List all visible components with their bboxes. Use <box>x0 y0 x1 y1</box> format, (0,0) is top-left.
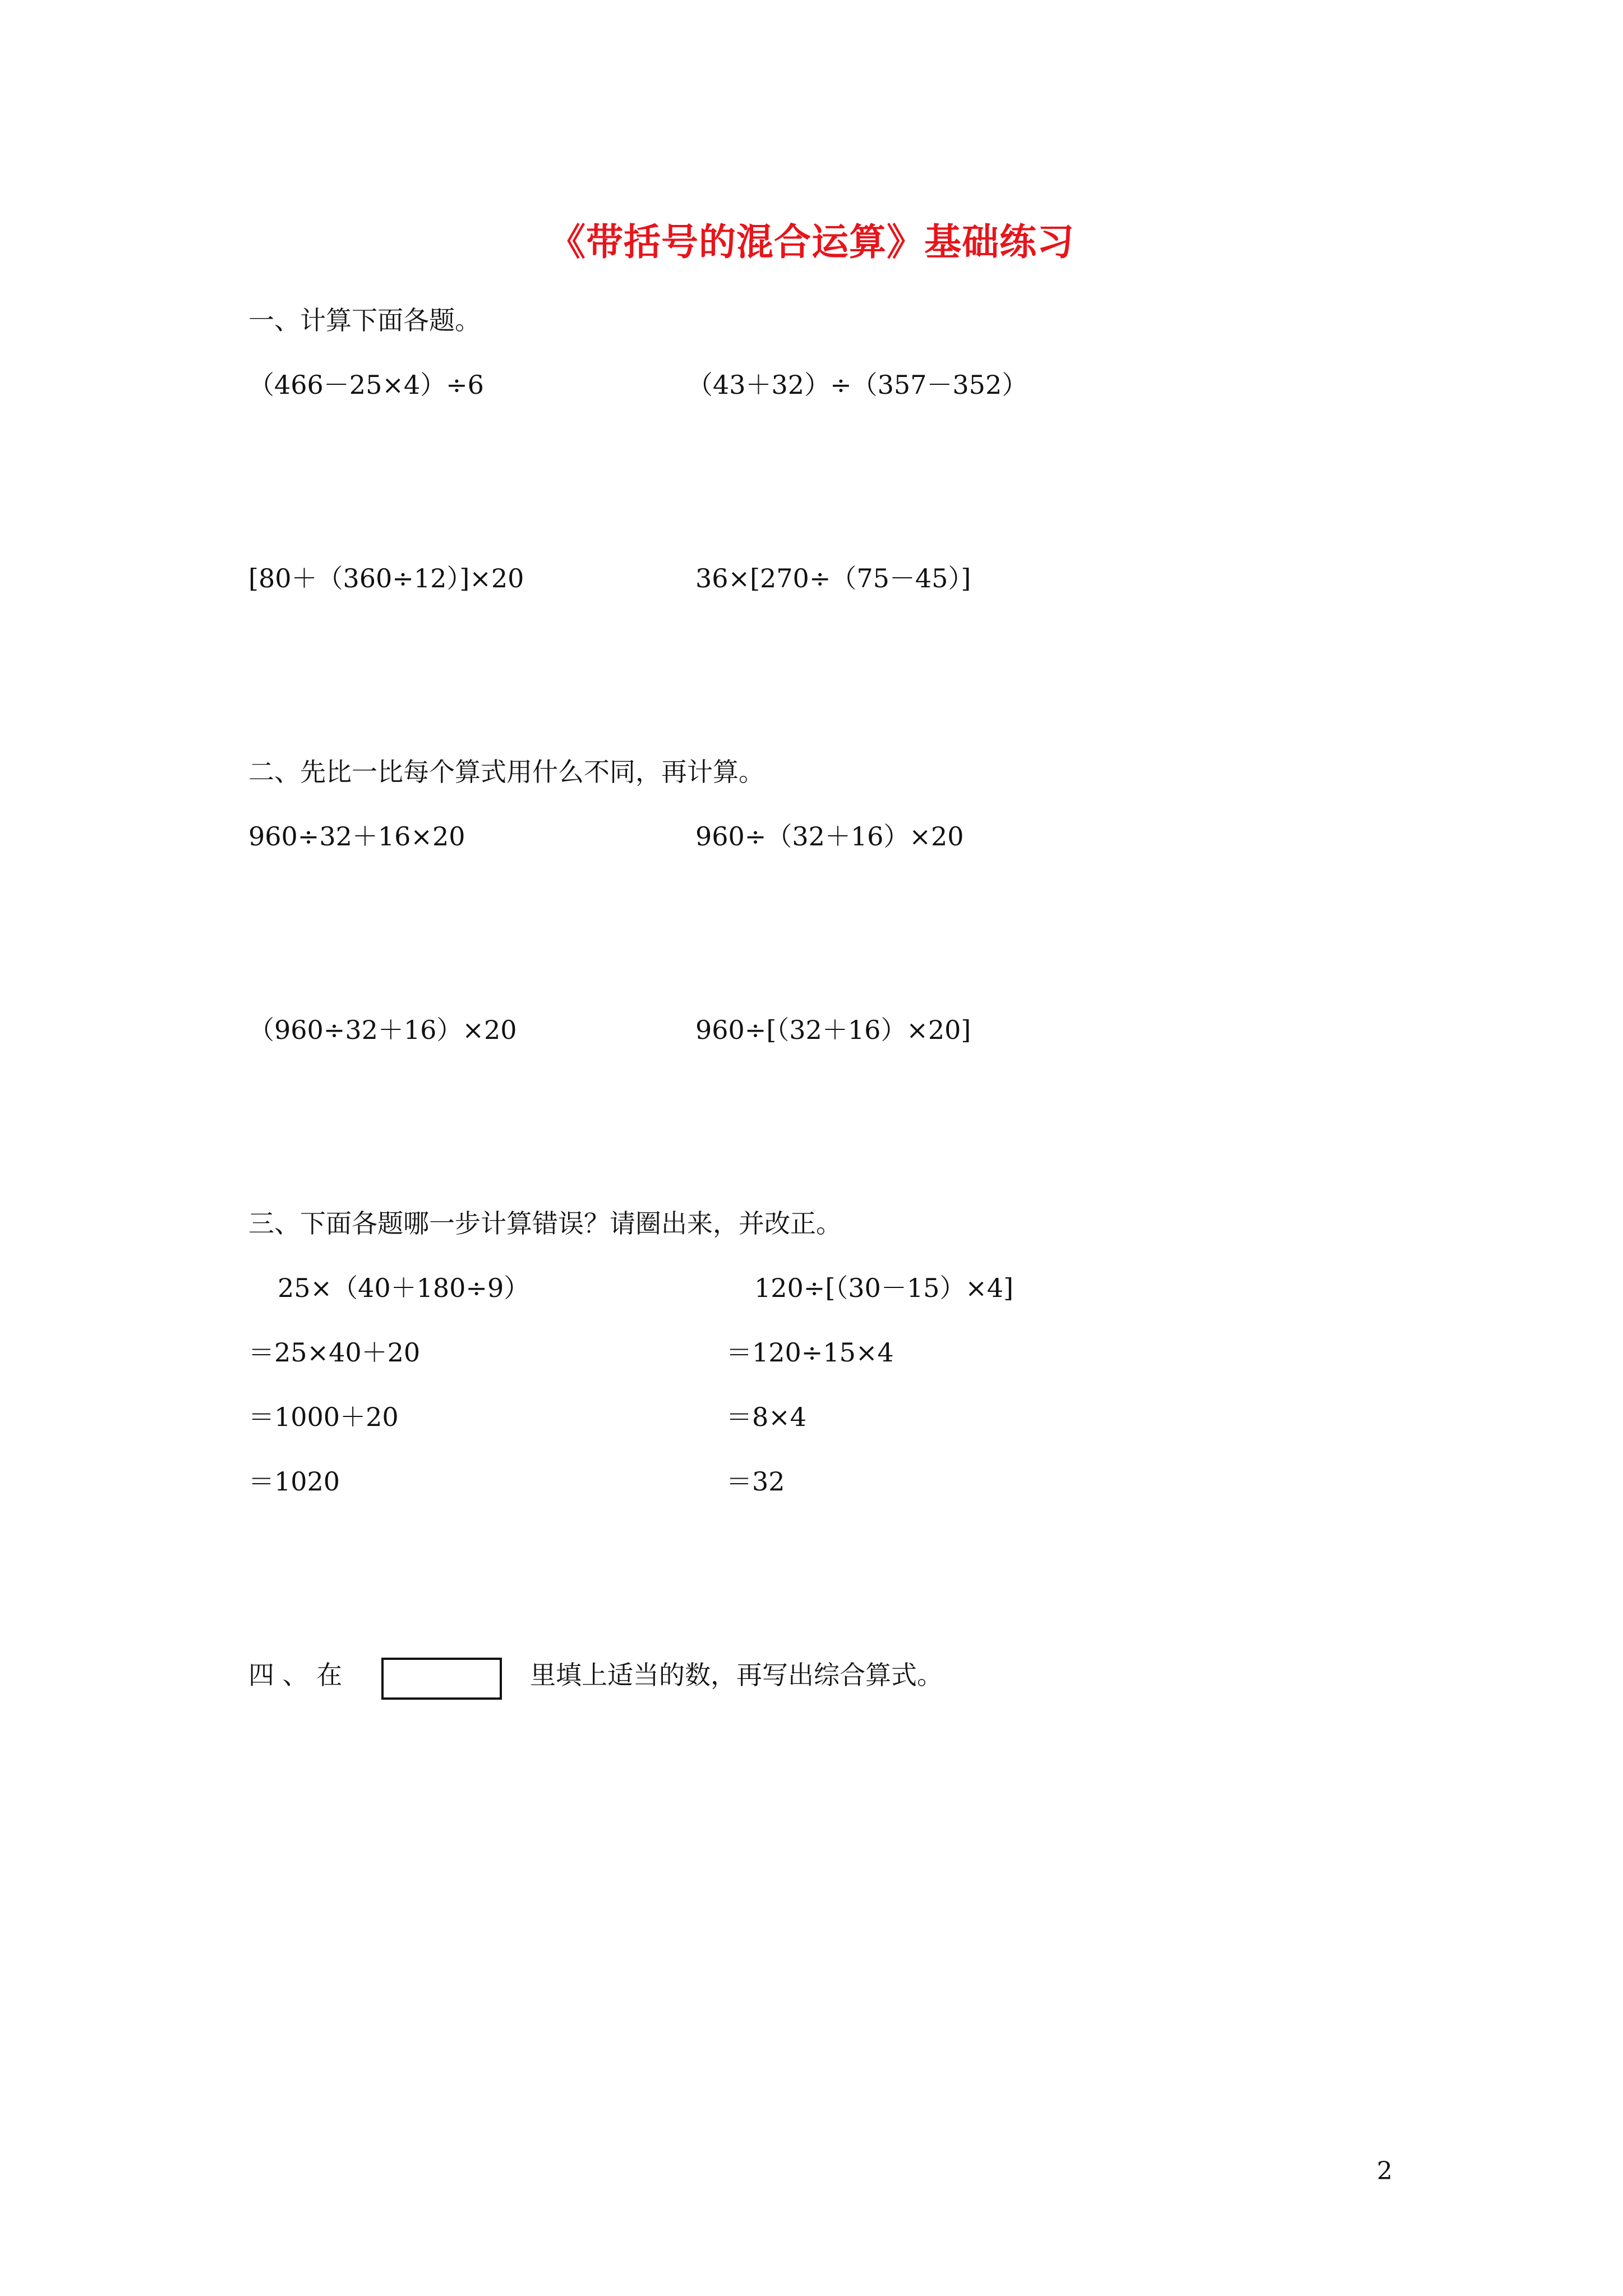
section-4-prefix: 四 、 在 <box>248 1660 343 1690</box>
section-2-problem: （960÷32＋16）×20 <box>248 1015 517 1045</box>
section-4-suffix: 里填上适当的数，再写出综合算式。 <box>530 1660 943 1690</box>
section-3-heading: 三、下面各题哪一步计算错误？请圈出来，并改正。 <box>248 1208 842 1239</box>
section-2-problem: 960÷（32＋16）×20 <box>695 821 964 852</box>
section-3-left-step: ＝25×40＋20 <box>248 1337 421 1368</box>
section-1-problem: （466－25×4）÷6 <box>248 370 484 400</box>
answer-box <box>381 1658 502 1700</box>
section-2-heading: 二、先比一比每个算式用什么不同，再计算。 <box>248 757 764 787</box>
section-3-right-step: ＝32 <box>726 1466 785 1497</box>
section-3-left-step: ＝1000＋20 <box>248 1402 399 1432</box>
page-title: 《带括号的混合运算》基础练习 <box>548 220 1075 264</box>
section-1-problem: 36×[270÷（75－45）] <box>695 563 971 593</box>
section-3-left-step: 25×（40＋180÷9） <box>278 1273 530 1303</box>
section-2-problem: 960÷32＋16×20 <box>248 821 465 852</box>
section-3-right-step: 120÷[（30－15）×4] <box>754 1273 1014 1303</box>
section-1-problem: [80＋（360÷12）]×20 <box>248 563 524 593</box>
section-2-problem: 960÷[（32＋16）×20] <box>695 1015 971 1045</box>
section-1-problem: （43＋32）÷（357－352） <box>687 370 1028 400</box>
section-1-heading: 一、计算下面各题。 <box>248 305 481 335</box>
section-3-left-step: ＝1020 <box>248 1466 340 1497</box>
section-3-right-step: ＝8×4 <box>726 1402 807 1432</box>
section-3-right-step: ＝120÷15×4 <box>726 1337 894 1368</box>
page-number: 2 <box>1377 2157 1393 2185</box>
